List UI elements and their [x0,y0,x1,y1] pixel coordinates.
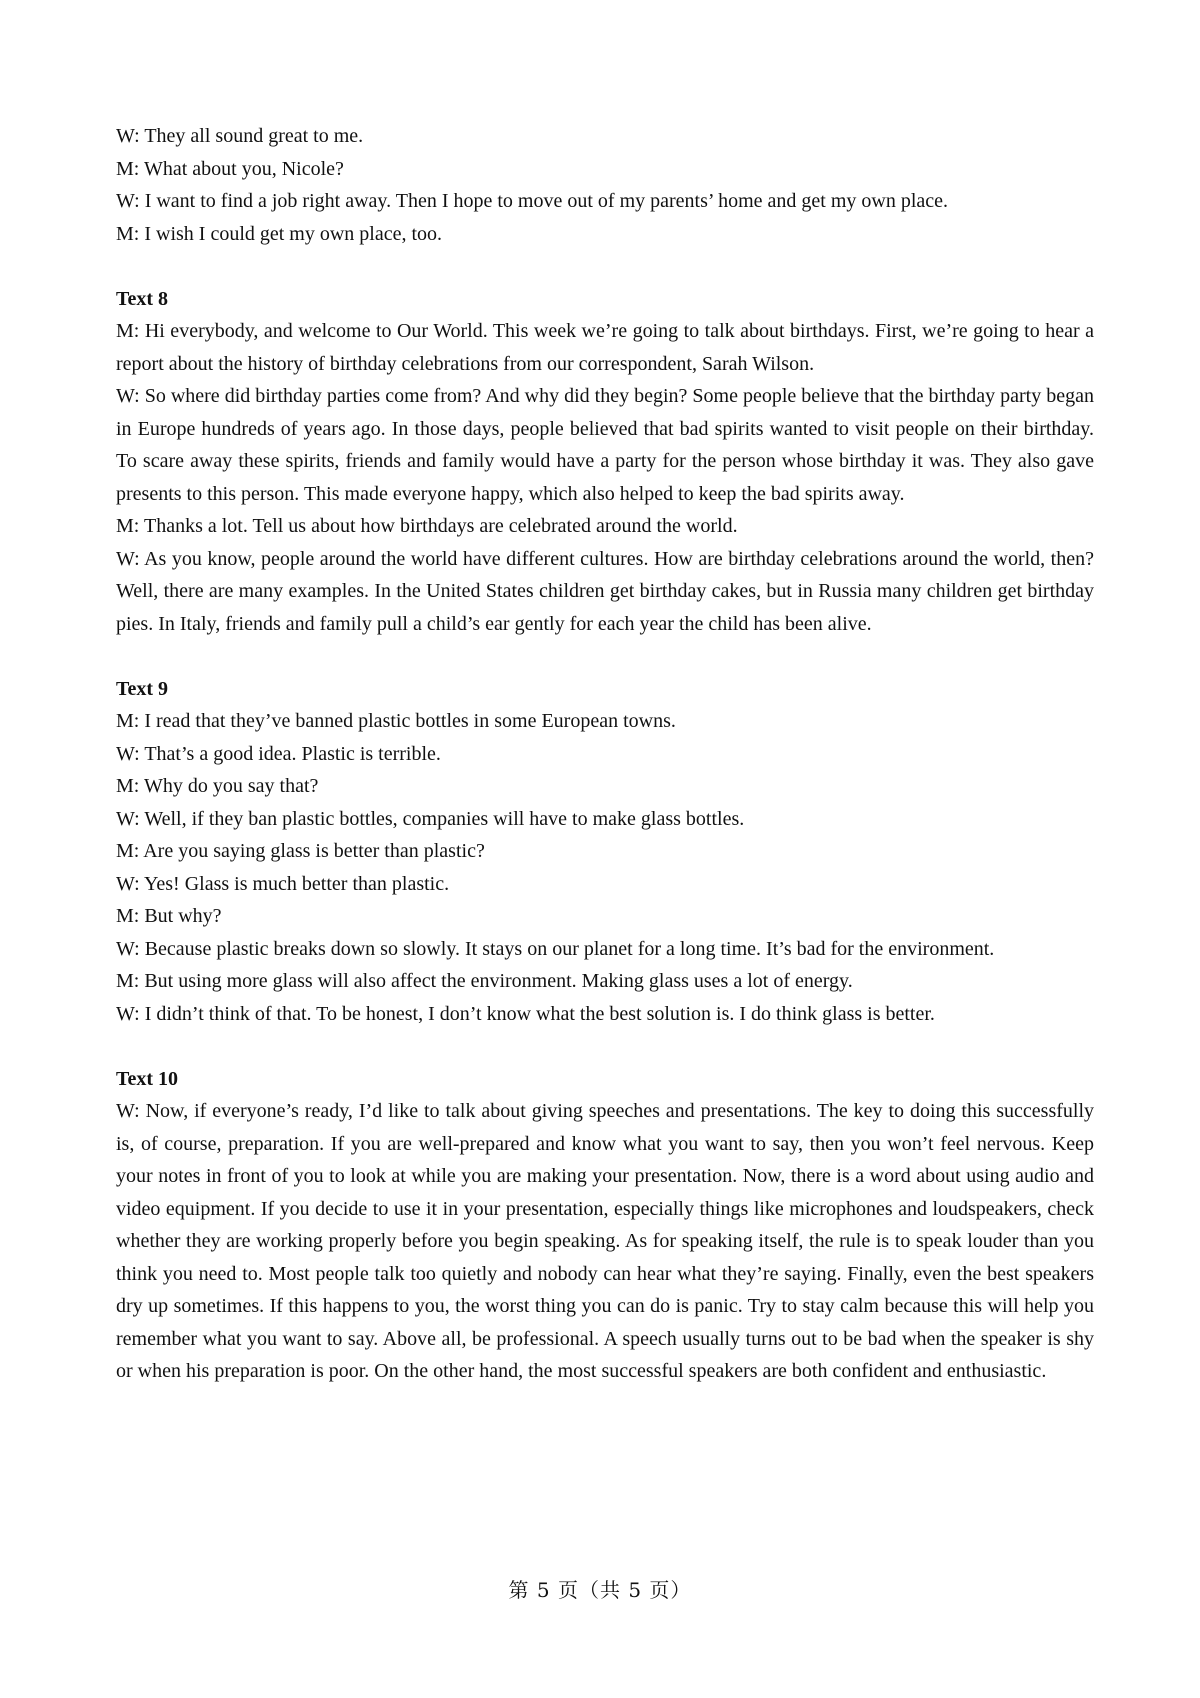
paragraph: M: Thanks a lot. Tell us about how birthdays are celebrated around the world. [116,515,738,537]
dialogue-line: W: I didn’t think of that. To be honest, I don’t know what the best solution is. I do think glass is better. [116,1002,935,1025]
dialogue-line: M: But using more glass will also affect the environment. Making glass uses a lot of energy. [116,970,853,992]
text-10-section [116,1063,1094,1388]
text-8-section [116,283,1094,641]
dialogue-continued [116,120,1094,250]
text-9-section [116,673,1094,1031]
text-8-heading: Text 8 [116,287,169,310]
dialogue-line: M: But why? [116,905,222,927]
dialogue-line: W: Well, if they ban plastic bottles, companies will have to make glass bottles. [116,807,745,830]
dialogue-line: W: Because plastic breaks down so slowly. It stays on our planet for a long time. It’s bad for the environment. [116,937,995,960]
dialogue-line: M: Why do you say that? [116,775,319,797]
dialogue-line: W: They all sound great to me. [116,125,364,147]
page-number-footer: 第 5 页（共 5 页） [508,1578,692,1602]
dialogue-line: M: I read that they’ve banned plastic bottles in some European towns. [116,710,676,732]
dialogue-line: M: What about you, Nicole? [116,157,344,180]
document-page [116,120,1094,1388]
paragraph: W: Now, if everyone’s ready, I’d like to talk about giving speeches and presentations. The key to doing this successfully is, of course, preparation. If you are well-prepared and know what you want to say, then you won’t feel nervous. Keep your notes in front of you to look at while you are making your presentation. Now, there is a word about using audio and video equipment. If you decide to use it in your presentation, especially things like microphones and loudspeakers, check whether they are working properly before you begin speaking. As for speaking itself, the rule is to speak louder than you think you need to. Most people talk too quietly and nobody can hear what they’re saying. Finally, even the best speakers dry up sometimes. If this happens to you, the worst thing you can do is panic. Try to stay calm because this will help you remember what you want to say. Above all, be professional. A speech usually turns out to be bad when the speaker is shy or when his preparation is poor. On the other hand, the most successful speakers are both confident and enthusiastic. [116,1100,1094,1382]
paragraph: W: As you know, people around the world have different cultures. How are birthday celebrations around the world, then? Well, there are many examples. In the United States children get birthday cakes, but in Russia many children get birthday pies. In Italy, friends and family pull a child’s ear gently for each year the child has been alive. [116,547,1094,635]
dialogue-line: M: I wish I could get my own place, too. [116,222,443,245]
dialogue-line: W: I want to find a job right away. Then I hope to move out of my parents’ home and get my own place. [116,190,949,212]
text-9-heading: Text 9 [116,677,169,700]
paragraph: W: So where did birthday parties come from? And why did they begin? Some people believe that the birthday party began in Europe hundreds of years ago. In those days, people believed that bad spirits wanted to visit people on their birthday. To scare away these spirits, friends and family would have a party for the person whose birthday it was. They also gave presents to this person. This made everyone happy, which also helped to keep the bad spirits away. [116,385,1094,505]
text-10-heading: Text 10 [116,1067,179,1090]
dialogue-line: W: That’s a good idea. Plastic is terrible. [116,742,441,765]
dialogue-line: M: Are you saying glass is better than plastic? [116,840,485,862]
paragraph: M: Hi everybody, and welcome to Our World. This week we’re going to talk about birthdays. First, we’re going to hear a report about the history of birthday celebrations from our correspondent, Sarah Wilson. [116,320,1094,375]
dialogue-line: W: Yes! Glass is much better than plastic. [116,872,450,895]
